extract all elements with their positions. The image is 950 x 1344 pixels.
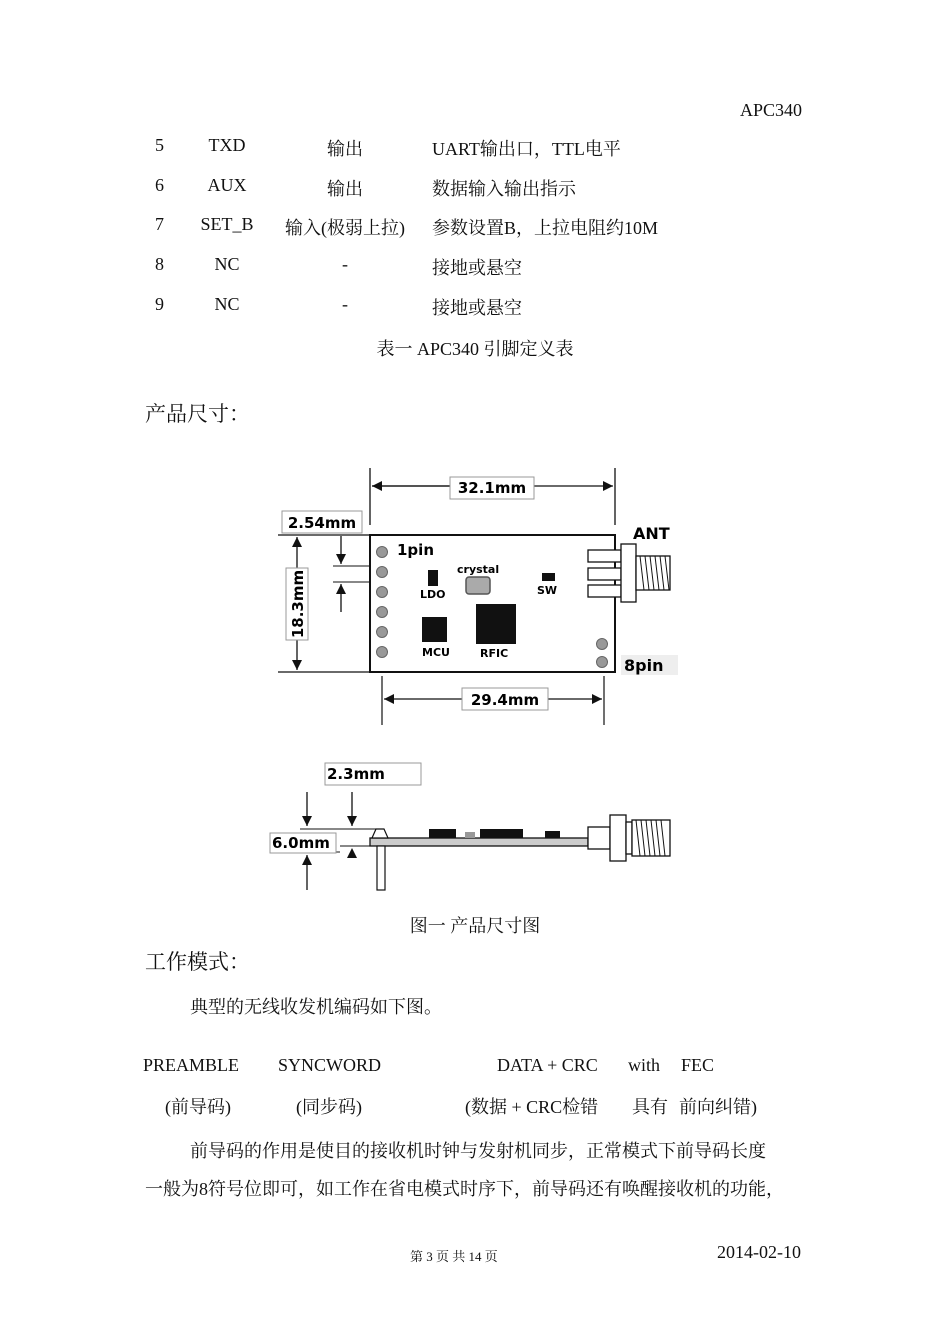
table-row	[0, 175, 950, 205]
pin-direction: 输出	[327, 179, 363, 199]
ldo-component	[428, 570, 438, 586]
dim-width-label: 32.1mm	[457, 479, 527, 497]
pin-name: TXD	[208, 135, 246, 155]
pin8-label: 8pin	[624, 656, 664, 675]
pin-description: 接地或悬空	[432, 298, 522, 318]
pin-number: 7	[155, 214, 164, 234]
dimension-drawing	[0, 440, 950, 910]
pin-number: 6	[155, 175, 164, 195]
mcu-chip	[422, 617, 447, 642]
dim-pin-span-label: 29.4mm	[470, 691, 540, 709]
pin1-label: 1pin	[397, 541, 434, 559]
pin-name: SET_B	[200, 214, 254, 234]
figure-caption: 图一 产品尺寸图	[409, 916, 541, 936]
frame-note-preamble: (前导码)	[165, 1097, 231, 1117]
dim-height-label: 18.3mm	[289, 569, 307, 639]
section-heading-size: 产品尺寸：	[145, 402, 250, 426]
pin-name: NC	[214, 294, 240, 314]
pin-direction: -	[342, 294, 348, 314]
table-row	[0, 254, 950, 284]
pin-direction: -	[342, 254, 348, 274]
sw-label: SW	[537, 584, 558, 597]
frame-field-syncword: SYNCWORD	[278, 1055, 382, 1075]
pin-description: 接地或悬空	[432, 258, 522, 278]
frame-note-with: 具有	[632, 1097, 668, 1117]
pin-description: 参数设置B，上拉电阻约10M	[432, 218, 659, 238]
crystal-label: crystal	[457, 563, 500, 576]
table-row	[0, 214, 950, 244]
ant-label: ANT	[633, 524, 670, 543]
rfic-label: RFIC	[480, 647, 509, 660]
pin-direction: 输入(极弱上拉)	[285, 218, 405, 238]
table-row	[0, 294, 950, 324]
dim-pcb-thickness-label: 2.3mm	[327, 765, 385, 783]
dim-total-thickness-label: 6.0mm	[272, 834, 330, 852]
pin-number: 5	[155, 135, 164, 155]
sw-component	[542, 573, 555, 581]
frame-field-fec: FEC	[681, 1055, 715, 1075]
pin-number: 8	[155, 254, 164, 274]
document-date: 2014-02-10	[717, 1242, 801, 1262]
document-id: APC340	[740, 100, 803, 120]
dim-pitch-label: 2.54mm	[287, 514, 357, 532]
table-caption: 表一 APC340 引脚定义表	[376, 339, 574, 359]
frame-note-fec: 前向纠错)	[679, 1097, 757, 1117]
mode-intro: 典型的无线收发机编码如下图。	[190, 997, 442, 1017]
crystal-component	[466, 577, 490, 594]
section-heading-mode: 工作模式：	[145, 950, 250, 974]
frame-field-data-crc: DATA + CRC	[497, 1055, 598, 1075]
pin-number: 9	[155, 294, 164, 314]
pin-direction: 输出	[327, 139, 363, 159]
ldo-label: LDO	[420, 588, 446, 601]
pin-name: AUX	[207, 175, 247, 195]
frame-field-with: with	[628, 1055, 661, 1075]
pin-name: NC	[214, 254, 240, 274]
paragraph-line: 一般为8符号位即可，如工作在省电模式时序下，前导码还有唤醒接收机的功能，	[145, 1179, 784, 1199]
frame-note-syncword: (同步码)	[296, 1097, 362, 1117]
side-view-pcb	[370, 838, 588, 846]
table-row	[0, 135, 950, 165]
frame-note-data-crc: (数据 + CRC检错	[465, 1097, 599, 1117]
page-number: 第 3 页 共 14 页	[410, 1249, 498, 1264]
frame-field-preamble: PREAMBLE	[143, 1055, 240, 1075]
rfic-chip	[476, 604, 516, 644]
pin-description: UART输出口，TTL电平	[432, 139, 621, 159]
pin-description: 数据输入输出指示	[432, 179, 576, 199]
paragraph-line: 前导码的作用是使目的接收机时钟与发射机同步，正常模式下前导码长度	[190, 1141, 766, 1161]
mcu-label: MCU	[422, 646, 450, 659]
